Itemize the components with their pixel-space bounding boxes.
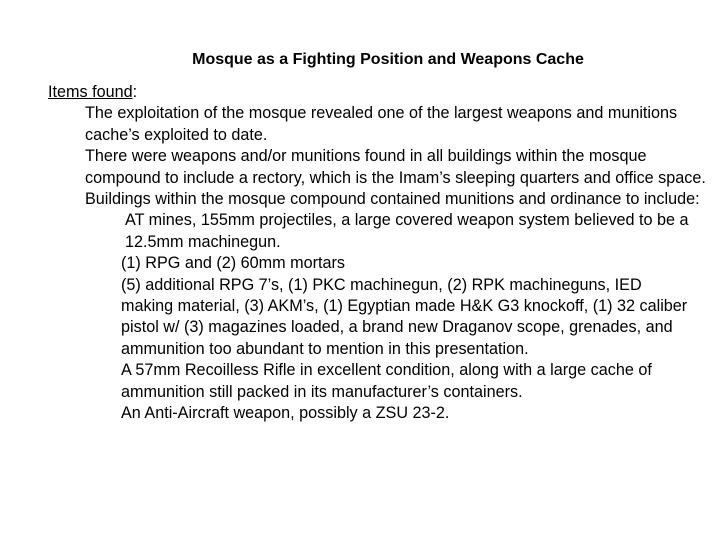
items-found-colon: :: [132, 83, 138, 101]
list-item-at-mines: AT mines, 155mm projectiles, a large covered weapon system believed to be a 12.5mm machinegun.: [125, 211, 689, 251]
items-found-label: Items found: [48, 83, 133, 101]
slide-body: [0, 82, 720, 425]
list-item-anti-aircraft: An Anti-Aircraft weapon, possibly a ZSU 23-2.: [121, 404, 450, 423]
slide-title: Mosque as a Fighting Position and Weapons Cache: [192, 51, 584, 68]
list-item-recoilless-rifle: A 57mm Recoilless Rifle in excellent condition, along with a large cache of ammunition still packed in its manufacturer’s containers.: [121, 361, 652, 401]
items-found-heading: [48, 82, 698, 103]
list-item-rpg-mortars: (1) RPG and (2) 60mm mortars: [121, 254, 345, 273]
compound-munitions-paragraph: Buildings within the mosque compound contained munitions and ordinance to include:: [85, 190, 700, 209]
buildings-weapons-paragraph: There were weapons and/or munitions found in all buildings within the mosque compound to include a rectory, which is the Imam’s sleeping quarters and office space.: [85, 147, 706, 187]
list-item-additional-weapons: (5) additional RPG 7’s, (1) PKC machinegun, (2) RPK machineguns, IED making material, (3) AKM’s, (1) Egyptian made H&K G3 knockoff, (1) 32 caliber pistol w/ (3) magazines loaded, a brand new Draganov scope, grenades, and ammunition too abundant to mention in this presentation.: [121, 275, 688, 358]
exploitation-paragraph: The exploitation of the mosque revealed one of the largest weapons and munitions cache’s exploited to date.: [85, 104, 678, 144]
